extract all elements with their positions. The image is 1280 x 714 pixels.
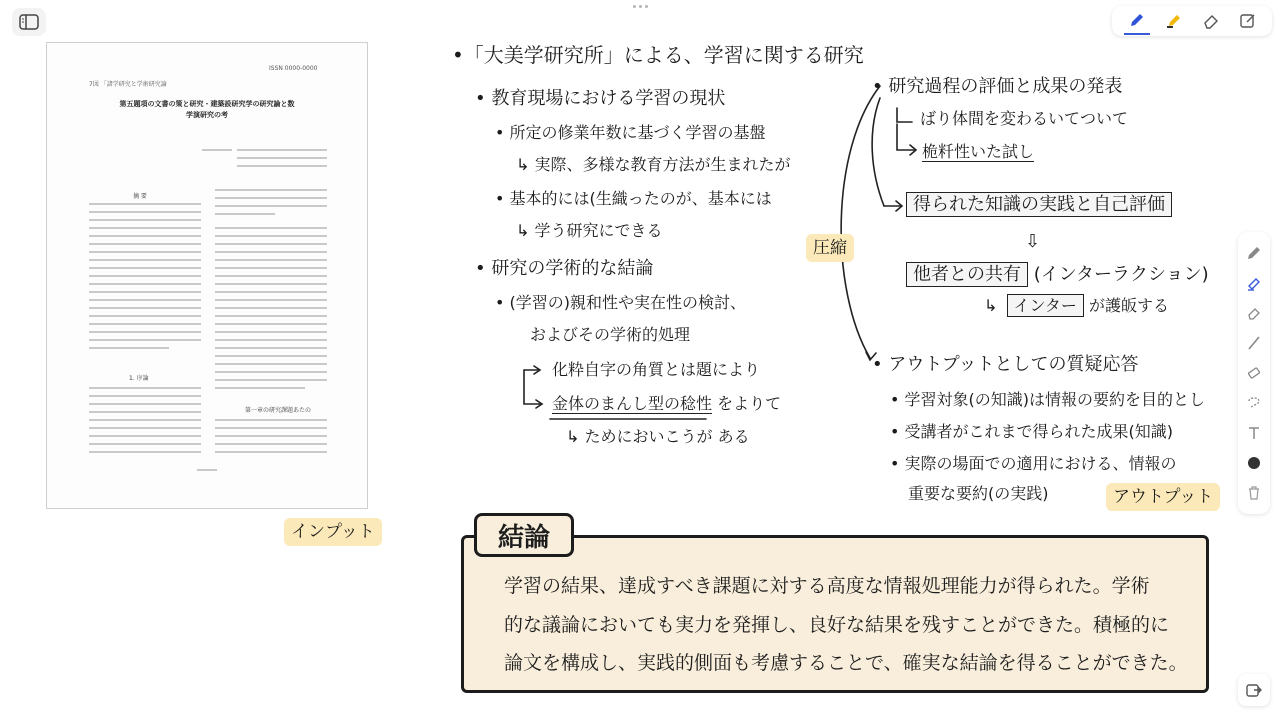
line-tool-button[interactable] bbox=[1243, 332, 1265, 354]
note-item-2a-line2: およびその学術的処理 bbox=[530, 325, 691, 344]
note-title: •「大美学研究所」による、学習に関する研究 bbox=[452, 43, 864, 67]
note-item-2b-line2 bbox=[552, 391, 781, 417]
delete-button[interactable] bbox=[1243, 482, 1265, 504]
note-right-5a: • 学習対象(の知識)は情報の要約を目的とし bbox=[890, 390, 1206, 409]
note-item-2a-line1: • (学習の)親和性や実在性の検討、 bbox=[495, 293, 747, 312]
conclusion-line-2: 的な議論においても実力を発揮し、良好な結果を残すことができた。積極的に bbox=[504, 614, 1170, 636]
document-title: 第五題項の文書の策と研究・建築設研究学の研究論と数学演研究の考 bbox=[119, 100, 295, 119]
text-icon bbox=[1246, 425, 1262, 441]
note-right-4 bbox=[984, 293, 1169, 319]
color-picker-button[interactable] bbox=[1243, 452, 1265, 474]
vertical-tool-palette bbox=[1238, 232, 1270, 514]
note-right-4-tail: が護皈する bbox=[1088, 296, 1169, 315]
eraser-alt-icon bbox=[1246, 365, 1262, 381]
note-item-1a-sub: ↳ 実際、多様な教育方法が生まれたが bbox=[516, 155, 791, 174]
export-button[interactable] bbox=[1238, 674, 1270, 706]
note-right-3-box: 他者との共有 bbox=[906, 262, 1028, 287]
note-right-3-tail: (インターラクション) bbox=[1033, 264, 1209, 285]
highlighter-outline-icon bbox=[1246, 275, 1262, 291]
color-dot-icon bbox=[1247, 456, 1261, 470]
note-item-1a: • 所定の修業年数に基づく学習の基盤 bbox=[495, 123, 766, 142]
note-right-5b: • 受講者がこれまで得られた成果(知識) bbox=[890, 422, 1174, 441]
note-right-2-box: 得られた知識の実践と自己評価 bbox=[906, 192, 1172, 218]
conclusion-line-1: 学習の結果、達成すべき課題に対する高度な情報処理能力が得られた。学術 bbox=[504, 575, 1150, 597]
trash-icon bbox=[1246, 485, 1262, 501]
document-section-heading-2: 第一章の研究課題あたの bbox=[245, 407, 312, 414]
text-tool-button[interactable] bbox=[1243, 422, 1265, 444]
note-right-1a: ばり体間を変わるいてついて bbox=[920, 109, 1129, 128]
note-right-4-arrow: ↳ bbox=[984, 296, 998, 315]
document-header-right: ISSN 0000-0000 bbox=[269, 65, 318, 72]
lasso-tool-button[interactable] bbox=[1243, 392, 1265, 414]
note-item-1: • 教育現場における学習の現状 bbox=[475, 88, 726, 109]
pencil-icon bbox=[1246, 245, 1262, 261]
pencil-tool-button[interactable] bbox=[1243, 242, 1265, 264]
document-abstract-heading: 摘 要 bbox=[133, 193, 147, 200]
document-header-left: 7図 「諸学研究と学術研究論 bbox=[89, 81, 167, 88]
note-item-1b-sub: ↳ 学う研究にできる bbox=[516, 221, 663, 240]
note-right-1: • 研究過程の評価と成果の発表 bbox=[872, 76, 1123, 97]
note-right-3 bbox=[906, 262, 1209, 288]
note-item-2b-tail: をよりて bbox=[717, 394, 782, 413]
note-item-2b-line3: ↳ ためにおいこうが ある bbox=[566, 427, 750, 446]
line-pen-icon bbox=[1246, 335, 1262, 351]
compress-sticker[interactable]: 圧縮 bbox=[806, 234, 854, 262]
eraser-outline-icon bbox=[1246, 305, 1262, 321]
conclusion-line-3: 論文を構成し、実践的側面も考慮することで、確実な結論を得ることができた。 bbox=[504, 652, 1188, 674]
export-icon bbox=[1245, 681, 1263, 699]
output-sticker[interactable]: アウトプット bbox=[1106, 483, 1220, 511]
note-right-4-box: インター bbox=[1007, 294, 1084, 317]
eraser-alt-button[interactable] bbox=[1243, 362, 1265, 384]
note-item-2: • 研究の学術的な結論 bbox=[475, 258, 654, 279]
note-item-1b: • 基本的には(生織ったのが、基本には bbox=[495, 189, 772, 208]
eraser-palette-button[interactable] bbox=[1243, 302, 1265, 324]
input-sticker[interactable]: インプット bbox=[284, 518, 382, 546]
conclusion-tag: 結論 bbox=[474, 513, 574, 557]
note-right-5c-line2: 重要な要約(の実践) bbox=[908, 484, 1049, 503]
note-item-2b-line1: 化粋自字の角質とは題により bbox=[552, 360, 761, 379]
document-section-heading: 1. 序論 bbox=[129, 375, 149, 382]
note-underlined-text: 金体のまんし型の稔性 bbox=[552, 394, 713, 413]
note-right-1b: 桅粁性いた試し bbox=[922, 142, 1035, 161]
down-arrow-icon: ⇩ bbox=[1025, 231, 1041, 252]
highlighter-palette-button[interactable] bbox=[1243, 272, 1265, 294]
lasso-icon bbox=[1246, 395, 1262, 411]
note-right-5c-line1: • 実際の場面での適用における、情報の bbox=[890, 454, 1177, 473]
note-right-5: • アウトプットとしての質疑応答 bbox=[872, 354, 1139, 375]
